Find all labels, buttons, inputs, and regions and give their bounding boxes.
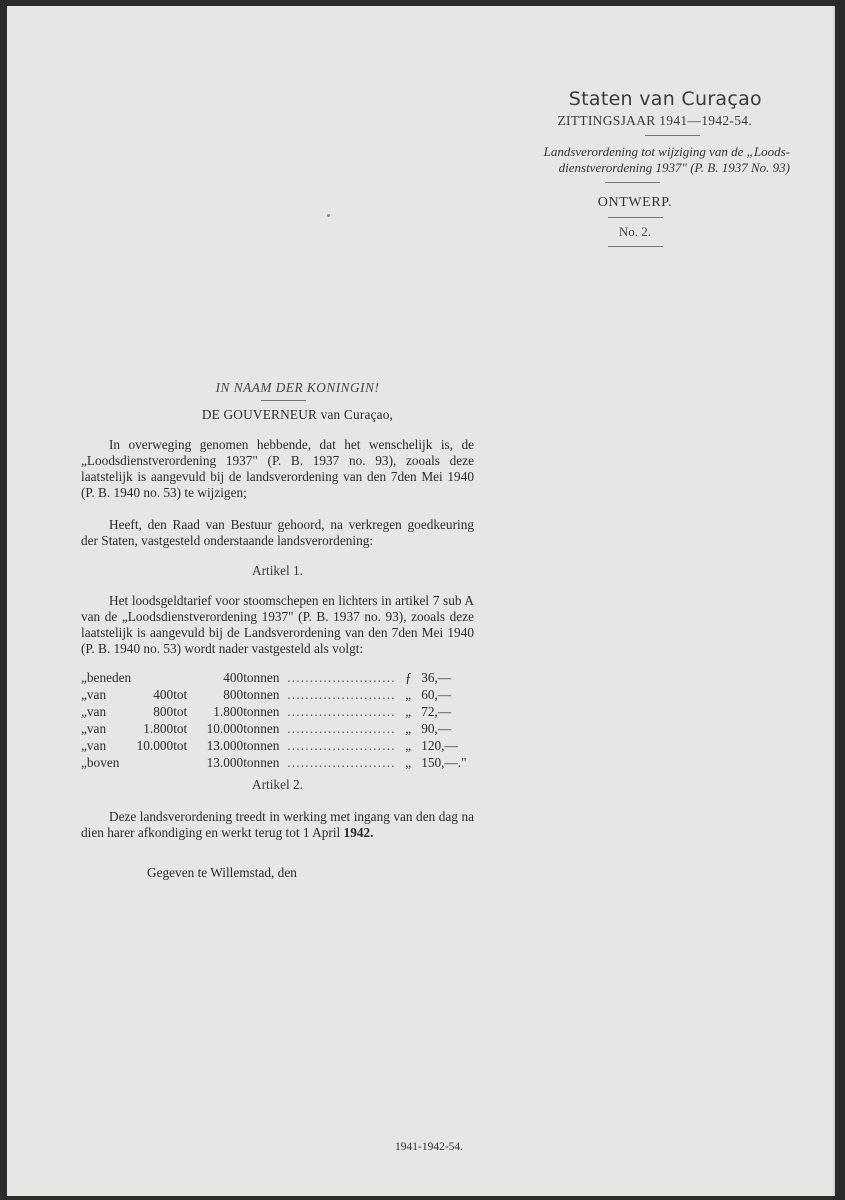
tariff-unit: tonnen bbox=[243, 721, 280, 736]
tariff-row bbox=[81, 669, 474, 686]
draft-divider bbox=[608, 217, 663, 218]
issued-at-line: Gegeven te Willemstad, den bbox=[147, 865, 297, 880]
tariff-amount: 36,— bbox=[421, 670, 452, 685]
page-edge-shadow bbox=[833, 6, 835, 1196]
tariff-row bbox=[81, 686, 474, 703]
tariff-table bbox=[81, 669, 474, 771]
tariff-from: 400 bbox=[153, 687, 174, 702]
tariff-row bbox=[81, 720, 474, 737]
draft-number: No. 2. bbox=[618, 224, 652, 239]
tariff-currency: „ bbox=[405, 704, 412, 719]
tariff-leader-dots: ........................ bbox=[287, 670, 396, 685]
tariff-amount: 150,—." bbox=[421, 755, 467, 770]
tariff-currency: „ bbox=[405, 738, 412, 753]
tariff-label: „van bbox=[81, 738, 107, 753]
subject-divider bbox=[605, 182, 660, 183]
tariff-label: „van bbox=[81, 721, 107, 736]
tariff-from: 10.000 bbox=[136, 738, 174, 753]
tariff-currency: „ bbox=[405, 755, 412, 770]
tariff-label: „boven bbox=[81, 755, 120, 770]
tariff-tot: tot bbox=[173, 738, 188, 753]
draft-number-divider bbox=[608, 246, 663, 247]
tariff-tot bbox=[173, 754, 195, 771]
tariff-tot: tot bbox=[173, 721, 188, 736]
paper-speck bbox=[327, 214, 330, 217]
tariff-row bbox=[81, 703, 474, 720]
tariff-to: 400 bbox=[223, 670, 244, 685]
tariff-label: „van bbox=[81, 687, 107, 702]
masthead-title: Staten van Curaçao bbox=[568, 88, 762, 110]
tariff-leader-dots: ........................ bbox=[287, 704, 396, 719]
tariff-tot bbox=[173, 669, 195, 686]
session-year: ZITTINGSJAAR 1941—1942-54. bbox=[557, 113, 752, 128]
subject-line-2: dienstverordening 1937" (P. B. 1937 No. 93) bbox=[558, 160, 790, 175]
article-2-text-main: Deze landsverordening treedt in werking met ingang van den dag na dien harer afkondiging en werkt terug tot 1 April bbox=[81, 809, 474, 840]
tariff-leader-dots: ........................ bbox=[287, 687, 396, 702]
tariff-unit: tonnen bbox=[243, 670, 280, 685]
tariff-unit: tonnen bbox=[243, 738, 280, 753]
tariff-leader-dots: ........................ bbox=[287, 721, 396, 736]
tariff-leader-dots: ........................ bbox=[287, 738, 396, 753]
subject-title bbox=[505, 144, 790, 176]
tariff-to: 13.000 bbox=[206, 755, 244, 770]
invocation: IN NAAM DER KONINGIN! bbox=[215, 380, 380, 395]
article-2-year: 1942. bbox=[343, 825, 374, 840]
tariff-row bbox=[81, 754, 474, 771]
tariff-from: 800 bbox=[153, 704, 174, 719]
tariff-unit: tonnen bbox=[243, 755, 280, 770]
subject-line-1: Landsverordening tot wijziging van de „Loods- bbox=[543, 144, 790, 159]
tariff-to: 800 bbox=[223, 687, 244, 702]
tariff-amount: 72,— bbox=[421, 704, 452, 719]
tariff-label: „beneden bbox=[81, 670, 132, 685]
tariff-leader-dots: ........................ bbox=[287, 755, 396, 770]
tariff-tot: tot bbox=[173, 687, 188, 702]
tariff-from bbox=[131, 754, 173, 771]
enactment-paragraph: Heeft, den Raad van Bestuur gehoord, na verkregen goedkeuring der Staten, vastgesteld onderstaande landsverordening: bbox=[81, 517, 474, 548]
tariff-amount: 60,— bbox=[421, 687, 452, 702]
preamble-paragraph: In overweging genomen hebbende, dat het wenschelijk is, de „Loodsdienstverordening 1937" (P. B. 1937 no. 93), zooals deze laatstelijk is aangevuld bij de landsverordening van den 7den Mei 1940 (P. B. 1940 no. 53) te wijzigen; bbox=[81, 437, 474, 500]
tariff-currency: „ bbox=[405, 721, 412, 736]
tariff-from bbox=[131, 669, 173, 686]
invocation-divider bbox=[261, 400, 306, 401]
tariff-to: 10.000 bbox=[206, 721, 244, 736]
tariff-tot: tot bbox=[173, 704, 188, 719]
tariff-amount: 120,— bbox=[421, 738, 458, 753]
article-2-text bbox=[81, 809, 474, 841]
article-1-heading: Artikel 1. bbox=[252, 563, 303, 578]
document-header bbox=[505, 88, 795, 253]
tariff-unit: tonnen bbox=[243, 687, 280, 702]
tariff-currency: „ bbox=[405, 687, 412, 702]
tariff-to: 1.800 bbox=[213, 704, 244, 719]
tariff-currency: ƒ bbox=[405, 670, 412, 685]
document-body bbox=[81, 380, 474, 894]
governor-heading: DE GOUVERNEUR van Curaçao, bbox=[201, 407, 394, 422]
tariff-row bbox=[81, 737, 474, 754]
tariff-from: 1.800 bbox=[143, 721, 174, 736]
draft-label: ONTWERP. bbox=[597, 195, 673, 210]
article-2-heading: Artikel 2. bbox=[252, 777, 303, 792]
header-divider bbox=[645, 135, 700, 136]
tariff-amount: 90,— bbox=[421, 721, 452, 736]
article-1-text: Het loodsgeldtarief voor stoomschepen en lichters in artikel 7 sub A van de „Loodsdienstverordening 1937" (P. B. 1937 no. 93), zooals deze laatstelijk is aangevuld bij de Landsverordening van den 7den Mei 1940 (P. B. 1940 no. 53) wordt nader vastgesteld als volgt: bbox=[81, 593, 474, 656]
document-code: 1941-1942-54. bbox=[395, 1141, 464, 1153]
tariff-label: „van bbox=[81, 704, 107, 719]
tariff-to: 13.000 bbox=[206, 738, 244, 753]
tariff-unit: tonnen bbox=[243, 704, 280, 719]
